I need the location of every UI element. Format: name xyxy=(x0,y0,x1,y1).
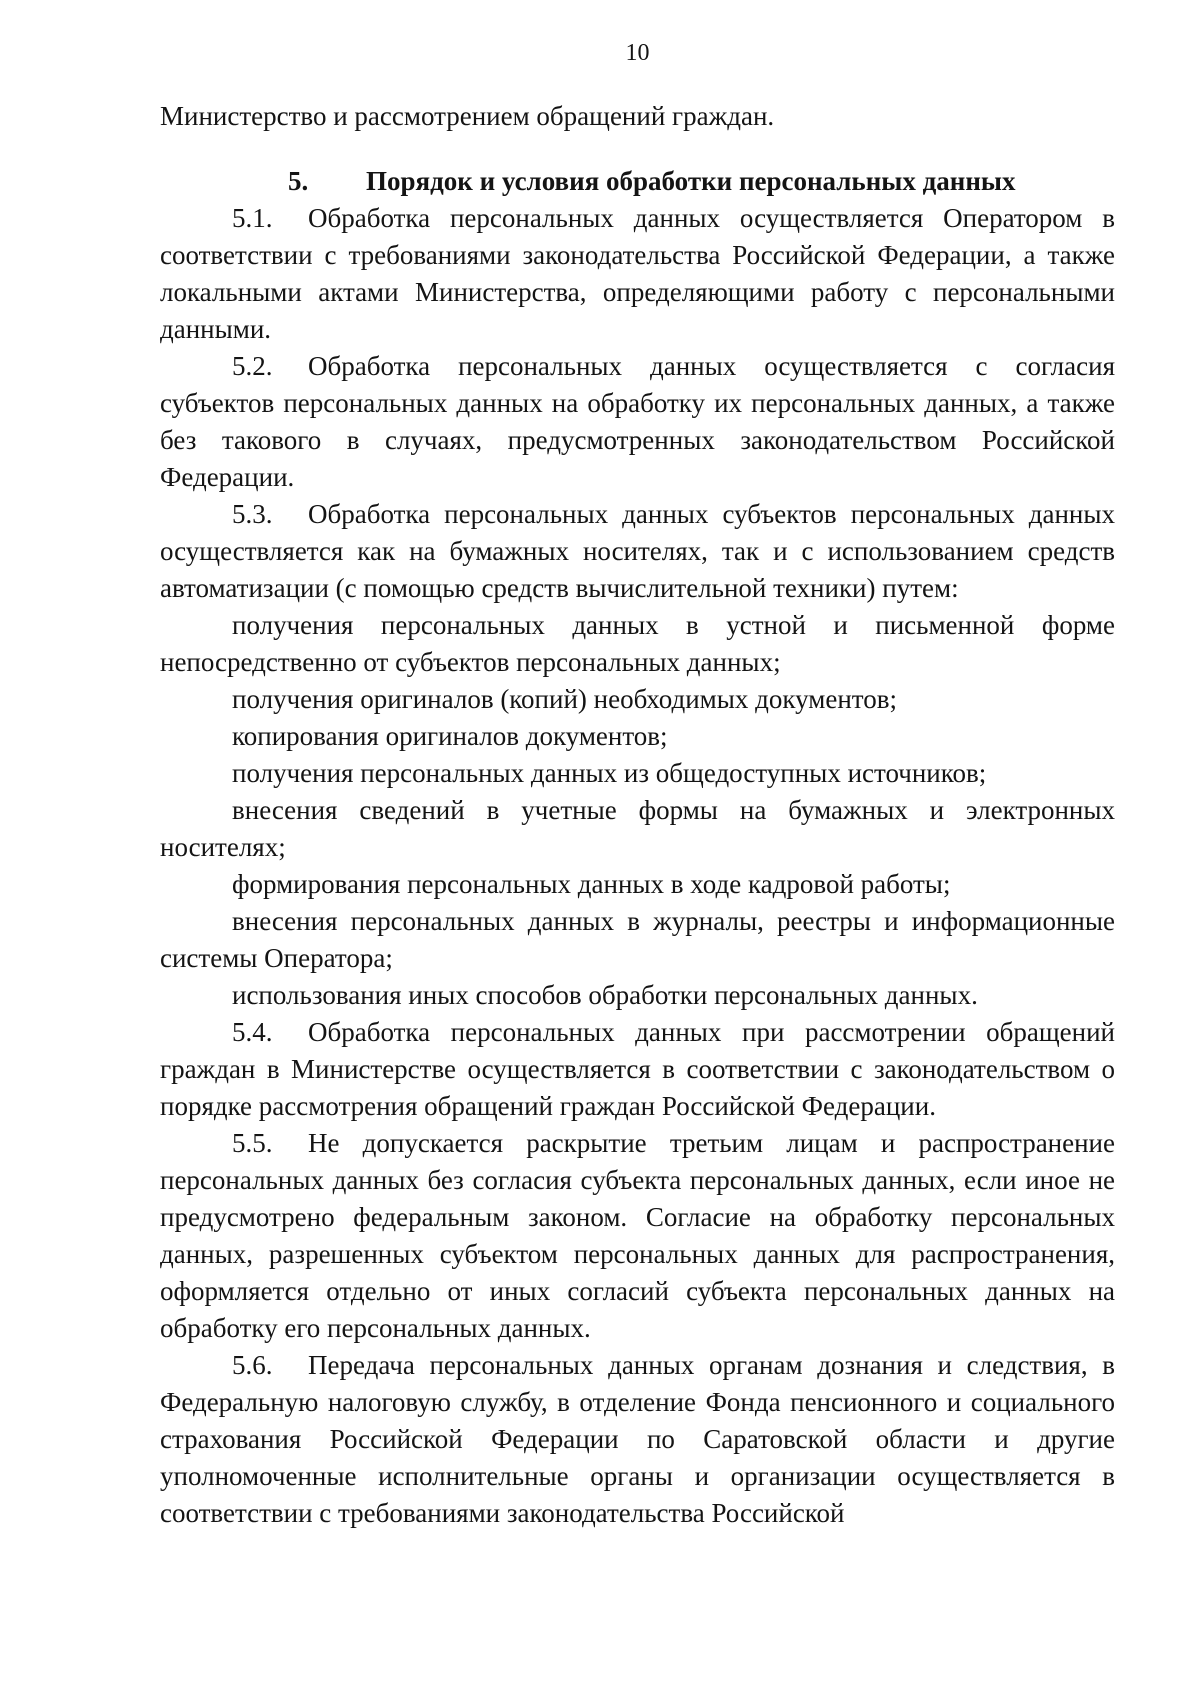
list-item-paragraph xyxy=(160,903,1115,977)
intro-line: Министерство и рассмотрением обращений граждан. xyxy=(160,101,775,131)
list-item-paragraph xyxy=(160,718,1115,755)
paragraph-text: Обработка персональных данных осуществляется с согласия субъектов персональных данных на обработку их персональных данных, а также без такового в случаях, предусмотренных законодательством Российской Федерации. xyxy=(160,351,1115,492)
paragraph-number: 5.6. xyxy=(232,1350,273,1380)
paragraph-number: 5.1. xyxy=(232,203,273,233)
paragraph-text: Обработка персональных данных при рассмотрении обращений граждан в Министерстве осуществляется в соответствии с законодательством о порядке рассмотрения обращений граждан Российской Федерации. xyxy=(160,1017,1115,1121)
paragraph-number: 5.4. xyxy=(232,1017,273,1047)
numbered-paragraph xyxy=(160,348,1115,496)
section-heading xyxy=(160,163,1115,200)
list-item-paragraph xyxy=(160,866,1115,903)
page-number: 10 xyxy=(625,40,650,66)
numbered-paragraph xyxy=(160,1014,1115,1125)
paragraph-text: использования иных способов обработки персональных данных. xyxy=(232,980,978,1010)
paragraph-number: 5.5. xyxy=(232,1128,273,1158)
paragraph-text: копирования оригиналов документов; xyxy=(232,721,668,751)
paragraph-text: получения оригиналов (копий) необходимых документов; xyxy=(232,684,897,714)
list-item-paragraph xyxy=(160,607,1115,681)
paragraph-number: 5.3. xyxy=(232,499,273,529)
numbered-paragraph xyxy=(160,1125,1115,1347)
list-item-paragraph xyxy=(160,977,1115,1014)
numbered-paragraph xyxy=(160,200,1115,348)
paragraph-text: формирования персональных данных в ходе кадровой работы; xyxy=(232,869,951,899)
paragraph-text: Обработка персональных данных осуществляется Оператором в соответствии с требованиями законодательства Российской Федерации, а также локальными актами Министерства, определяющими работу с персональными данными. xyxy=(160,203,1115,344)
paragraph-number: 5.2. xyxy=(232,351,273,381)
section-number: 5. xyxy=(288,166,309,196)
list-item-paragraph xyxy=(160,792,1115,866)
paragraph-text: Передача персональных данных органам дознания и следствия, в Федеральную налоговую службу, в отделение Фонда пенсионного и социального страхования Российской Федерации по Саратовской области и другие уполномоченные исполнительные органы и организации осуществляется в соответствии с требованиями законодательства Российской xyxy=(160,1350,1115,1528)
section-title: Порядок и условия обработки персональных данных xyxy=(366,166,1016,196)
paragraph-text: получения персональных данных из общедоступных источников; xyxy=(232,758,987,788)
paragraph-text: внесения персональных данных в журналы, реестры и информационные системы Оператора; xyxy=(160,906,1115,973)
document-body xyxy=(160,98,1115,1532)
list-item-paragraph xyxy=(160,755,1115,792)
paragraph-text: Не допускается раскрытие третьим лицам и распространение персональных данных без согласия субъекта персональных данных, если иное не предусмотрено федеральным законом. Согласие на обработку персональных данных, разрешенных субъектом персональных данных для распространения, оформляется отдельно от иных согласий субъекта персональных данных на обработку его персональных данных. xyxy=(160,1128,1115,1343)
paragraph-list xyxy=(160,200,1115,1532)
numbered-paragraph xyxy=(160,496,1115,607)
numbered-paragraph xyxy=(160,1347,1115,1532)
paragraph-text: получения персональных данных в устной и письменной форме непосредственно от субъектов персональных данных; xyxy=(160,610,1115,677)
list-item-paragraph xyxy=(160,681,1115,718)
paragraph-text: Обработка персональных данных субъектов персональных данных осуществляется как на бумажных носителях, так и с использованием средств автоматизации (с помощью средств вычислительной техники) путем: xyxy=(160,499,1115,603)
paragraph-text: внесения сведений в учетные формы на бумажных и электронных носителях; xyxy=(160,795,1115,862)
